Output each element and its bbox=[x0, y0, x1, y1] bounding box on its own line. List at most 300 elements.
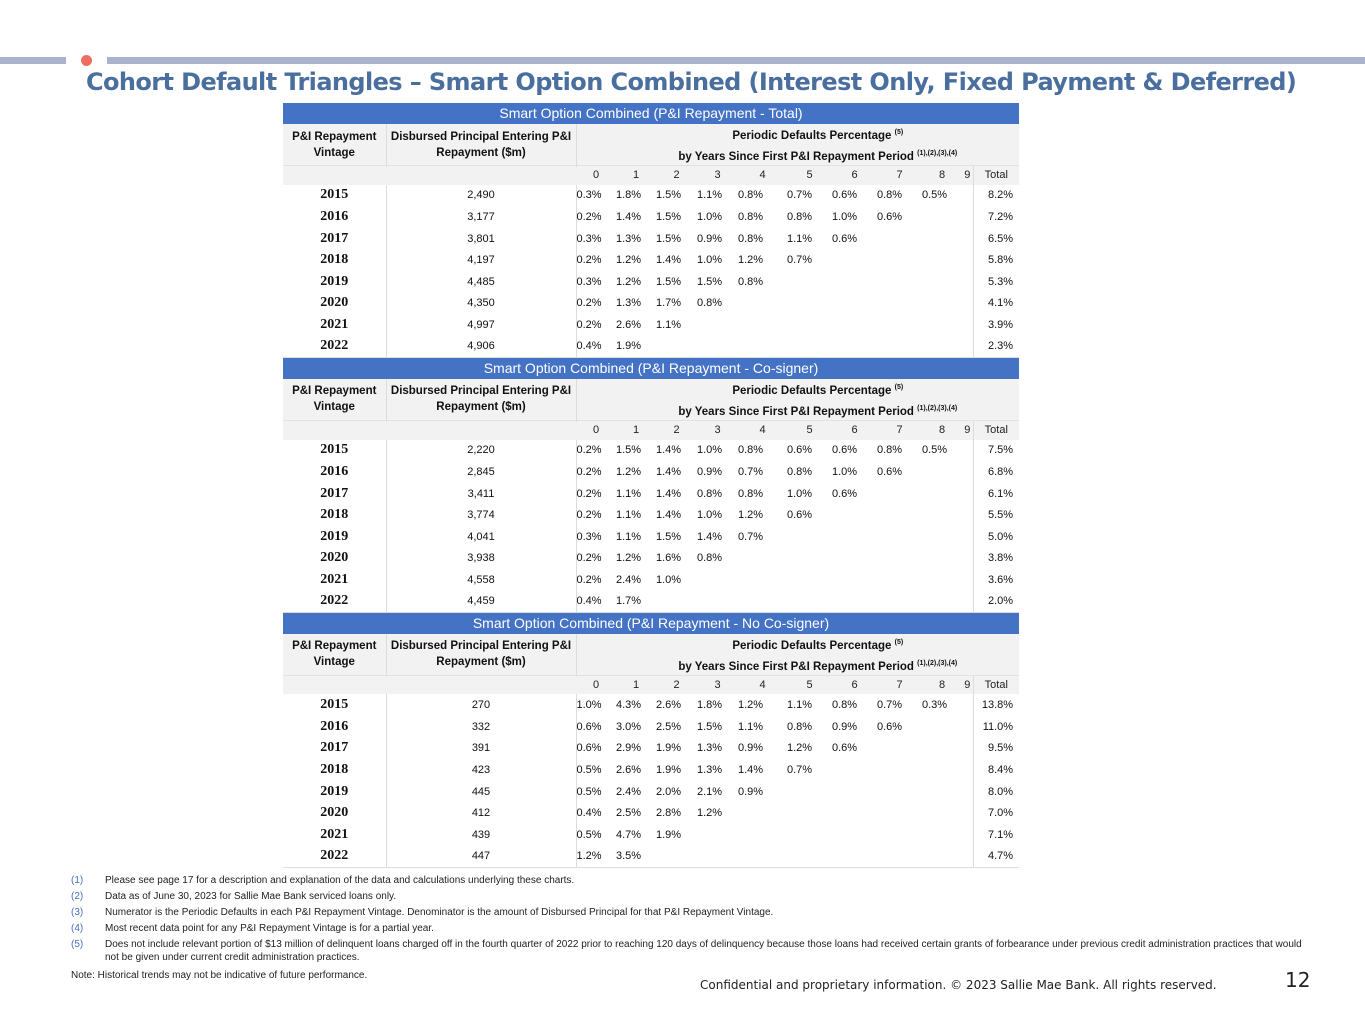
default-pct-cell: 0.2% bbox=[576, 319, 602, 332]
year-column-header: 8 bbox=[922, 421, 962, 440]
default-pct-cell bbox=[962, 548, 973, 570]
default-pct-cell: 2.5% bbox=[656, 720, 682, 733]
default-pct-cell bbox=[922, 504, 962, 526]
default-pct-cell bbox=[922, 206, 962, 228]
default-pct-cell: 2.0% bbox=[656, 785, 682, 798]
default-pct-cell: 1.3% bbox=[616, 297, 642, 310]
default-pct-cell: 0.8% bbox=[787, 720, 813, 733]
default-pct-cell: 0.2% bbox=[576, 465, 602, 478]
default-pct-cell bbox=[962, 738, 973, 760]
default-pct-cell: 1.4% bbox=[656, 465, 682, 478]
default-pct-cell: 0.8% bbox=[738, 189, 764, 202]
vintage-header-line1: P&I Repayment bbox=[292, 385, 377, 398]
default-pct-cell bbox=[832, 569, 877, 591]
vintage-header bbox=[283, 379, 386, 421]
vintage-cell: 2021 bbox=[283, 569, 386, 591]
year-column-header: 0 bbox=[576, 421, 616, 440]
footnote bbox=[71, 874, 1311, 887]
principal-cell: 4,041 bbox=[386, 526, 576, 548]
default-pct-cell: 1.5% bbox=[656, 275, 682, 288]
footnotes bbox=[71, 874, 1311, 967]
default-pct-cell: 1.7% bbox=[656, 297, 682, 310]
default-pct-cell bbox=[962, 694, 973, 716]
principal-header bbox=[386, 124, 576, 166]
default-pct-cell bbox=[877, 249, 922, 271]
principal-cell: 3,411 bbox=[386, 483, 576, 505]
total-cell: 4.1% bbox=[973, 293, 1019, 315]
default-pct-cell bbox=[787, 591, 832, 613]
table-row bbox=[283, 548, 1019, 570]
default-pct-cell: 1.1% bbox=[656, 319, 682, 332]
default-pct-cell: 0.6% bbox=[787, 509, 813, 522]
default-pct-cell bbox=[787, 846, 832, 868]
default-pct-cell: 0.8% bbox=[738, 211, 764, 224]
default-pct-cell: 0.2% bbox=[576, 254, 602, 267]
year-column-header: 1 bbox=[616, 675, 656, 694]
default-pct-cell: 0.8% bbox=[877, 444, 903, 457]
principal-cell: 2,220 bbox=[386, 440, 576, 462]
default-pct-cell bbox=[922, 548, 962, 570]
pdp-footnote-refs: (1),(2),(3),(4) bbox=[917, 149, 958, 157]
default-pct-cell: 1.2% bbox=[738, 254, 764, 267]
principal-cell: 3,938 bbox=[386, 548, 576, 570]
footnote-text: Most recent data point for any P&I Repayment Vintage is for a partial year. bbox=[105, 923, 434, 934]
default-pct-cell: 2.4% bbox=[616, 785, 642, 798]
default-pct-cell: 2.5% bbox=[616, 807, 642, 820]
default-pct-cell: 0.5% bbox=[922, 189, 948, 202]
default-pct-cell bbox=[962, 759, 973, 781]
default-pct-cell bbox=[877, 569, 922, 591]
table-row bbox=[283, 824, 1019, 846]
footnote-text: Numerator is the Periodic Defaults in each P&I Repayment Vintage. Denominator is the amount of Disbursed Principal for that P&I Repayment Vintage. bbox=[105, 907, 774, 918]
default-pct-cell bbox=[922, 738, 962, 760]
footnote bbox=[71, 906, 1311, 919]
default-pct-cell: 0.8% bbox=[738, 444, 764, 457]
default-pct-cell bbox=[832, 548, 877, 570]
table-row bbox=[283, 293, 1019, 315]
footnote-number: (2) bbox=[71, 891, 84, 902]
default-pct-cell: 0.8% bbox=[787, 211, 813, 224]
default-pct-cell: 1.2% bbox=[738, 699, 764, 712]
default-pct-cell: 0.8% bbox=[697, 487, 723, 500]
default-pct-cell bbox=[922, 461, 962, 483]
footnote-text: Data as of June 30, 2023 for Sallie Mae Bank serviced loans only. bbox=[105, 891, 397, 902]
default-pct-cell: 0.6% bbox=[832, 189, 858, 202]
default-pct-cell: 0.6% bbox=[787, 444, 813, 457]
default-pct-cell: 1.8% bbox=[616, 189, 642, 202]
default-pct-cell: 3.5% bbox=[616, 846, 656, 868]
vintage-cell: 2016 bbox=[283, 716, 386, 738]
default-pct-cell bbox=[877, 336, 922, 358]
year-column-header: 9 bbox=[962, 421, 973, 440]
default-pct-cell: 1.4% bbox=[697, 530, 723, 543]
total-cell: 8.0% bbox=[973, 781, 1019, 803]
default-pct-cell bbox=[738, 293, 787, 315]
default-pct-cell bbox=[922, 716, 962, 738]
year-column-header: 2 bbox=[656, 166, 697, 185]
default-pct-cell: 0.8% bbox=[697, 297, 723, 310]
total-cell: 3.6% bbox=[973, 569, 1019, 591]
default-pct-cell bbox=[962, 249, 973, 271]
default-pct-cell bbox=[738, 802, 787, 824]
year-column-header: 6 bbox=[832, 675, 877, 694]
default-pct-cell: 1.2% bbox=[697, 807, 723, 820]
default-pct-cell bbox=[738, 314, 787, 336]
year-column-header: 8 bbox=[922, 675, 962, 694]
default-pct-cell bbox=[697, 846, 738, 868]
vintage-cell: 2016 bbox=[283, 461, 386, 483]
year-column-header: 9 bbox=[962, 675, 973, 694]
default-pct-cell: 0.8% bbox=[787, 465, 813, 478]
table-row bbox=[283, 206, 1019, 228]
default-pct-cell bbox=[877, 314, 922, 336]
principal-header-line1: Disbursed Principal Entering P&I bbox=[390, 130, 572, 143]
year-column-header: 4 bbox=[738, 675, 787, 694]
vintage-cell: 2016 bbox=[283, 206, 386, 228]
table-row bbox=[283, 483, 1019, 505]
default-pct-cell bbox=[922, 314, 962, 336]
default-pct-cell: 1.4% bbox=[656, 487, 682, 500]
default-pct-cell bbox=[832, 293, 877, 315]
total-cell: 7.0% bbox=[973, 802, 1019, 824]
default-pct-cell bbox=[922, 336, 962, 358]
table-row bbox=[283, 504, 1019, 526]
default-pct-cell: 0.4% bbox=[576, 336, 616, 358]
default-pct-cell bbox=[697, 569, 738, 591]
default-pct-cell: 0.4% bbox=[576, 807, 602, 820]
default-pct-cell bbox=[922, 271, 962, 293]
default-pct-cell: 1.5% bbox=[697, 275, 723, 288]
default-pct-cell bbox=[787, 314, 832, 336]
footnote-number: (5) bbox=[71, 939, 84, 950]
default-pct-cell: 0.8% bbox=[832, 699, 858, 712]
default-pct-cell: 1.2% bbox=[616, 465, 642, 478]
default-pct-cell: 1.0% bbox=[832, 211, 858, 224]
default-pct-cell bbox=[877, 802, 922, 824]
default-pct-cell bbox=[832, 781, 877, 803]
vintage-cell: 2017 bbox=[283, 228, 386, 250]
default-pct-cell bbox=[962, 228, 973, 250]
year-column-header: 6 bbox=[832, 166, 877, 185]
total-cell: 5.3% bbox=[973, 271, 1019, 293]
table-row bbox=[283, 336, 1019, 358]
default-pct-cell: 1.1% bbox=[616, 487, 642, 500]
default-pct-cell bbox=[832, 271, 877, 293]
default-pct-cell: 0.5% bbox=[922, 444, 948, 457]
table-row bbox=[283, 591, 1019, 613]
year-column-header: 2 bbox=[656, 675, 697, 694]
section-title: Smart Option Combined (P&I Repayment - Co-signer) bbox=[283, 358, 1019, 379]
default-pct-cell: 1.3% bbox=[697, 742, 723, 755]
total-cell: 5.8% bbox=[973, 249, 1019, 271]
default-pct-cell: 1.9% bbox=[656, 828, 682, 841]
default-pct-cell: 0.6% bbox=[832, 444, 858, 457]
table-row bbox=[283, 802, 1019, 824]
default-pct-cell: 1.1% bbox=[738, 720, 764, 733]
principal-cell: 4,459 bbox=[386, 591, 576, 613]
footnote bbox=[71, 938, 1311, 964]
default-pct-cell: 1.2% bbox=[576, 846, 616, 868]
default-pct-cell bbox=[697, 314, 738, 336]
default-pct-cell bbox=[962, 781, 973, 803]
total-cell: 6.1% bbox=[973, 483, 1019, 505]
vintage-cell: 2019 bbox=[283, 271, 386, 293]
default-pct-cell bbox=[832, 526, 877, 548]
default-pct-cell: 0.7% bbox=[787, 764, 813, 777]
default-pct-cell: 0.9% bbox=[697, 465, 723, 478]
total-cell: 7.1% bbox=[973, 824, 1019, 846]
year-column-header: 5 bbox=[787, 421, 832, 440]
default-pct-cell bbox=[877, 759, 922, 781]
table-row bbox=[283, 271, 1019, 293]
vintage-cell: 2020 bbox=[283, 293, 386, 315]
principal-cell: 332 bbox=[386, 716, 576, 738]
default-pct-cell bbox=[697, 824, 738, 846]
default-pct-cell: 1.4% bbox=[656, 509, 682, 522]
default-pct-cell: 1.7% bbox=[616, 591, 656, 613]
page-number: 12 bbox=[1285, 968, 1311, 992]
default-pct-cell: 1.0% bbox=[697, 254, 723, 267]
vintage-header-line1: P&I Repayment bbox=[292, 640, 377, 653]
default-pct-cell: 0.2% bbox=[576, 444, 602, 457]
vintage-cell: 2015 bbox=[283, 440, 386, 462]
historical-note: Note: Historical trends may not be indicative of future performance. bbox=[71, 970, 368, 981]
default-pct-cell bbox=[962, 504, 973, 526]
default-pct-cell bbox=[832, 824, 877, 846]
vintage-header-line2: Vintage bbox=[313, 401, 355, 414]
default-table-section bbox=[283, 103, 1019, 358]
table-row bbox=[283, 759, 1019, 781]
vintage-header bbox=[283, 634, 386, 676]
footnote-number: (1) bbox=[71, 875, 84, 886]
default-pct-cell bbox=[962, 314, 973, 336]
default-pct-cell: 0.8% bbox=[877, 189, 903, 202]
pdp-header-line1: Periodic Defaults Percentage bbox=[732, 129, 892, 142]
default-pct-cell: 0.3% bbox=[576, 232, 602, 245]
total-cell: 3.8% bbox=[973, 548, 1019, 570]
default-pct-cell bbox=[922, 846, 962, 868]
default-pct-cell: 1.3% bbox=[697, 764, 723, 777]
default-pct-cell: 1.9% bbox=[656, 764, 682, 777]
default-pct-cell: 0.7% bbox=[877, 699, 903, 712]
principal-header-line1: Disbursed Principal Entering P&I bbox=[390, 640, 572, 653]
principal-header-line2: Repayment ($m) bbox=[436, 401, 526, 414]
footnote-text: Does not include relevant portion of $13 million of delinquent loans charged off in the fourth quarter of 2022 prior to reaching 120 days of delinquency because those loans had received certain grants of forbearance under previous credit administration practices that would not be given under current credit administration practices. bbox=[105, 939, 1302, 963]
year-column-header: 1 bbox=[616, 421, 656, 440]
pdp-footnote-ref: (5) bbox=[894, 638, 904, 646]
total-cell: 5.0% bbox=[973, 526, 1019, 548]
default-pct-cell bbox=[787, 781, 832, 803]
principal-cell: 2,490 bbox=[386, 185, 576, 207]
default-pct-cell: 0.7% bbox=[738, 530, 764, 543]
default-pct-cell bbox=[787, 293, 832, 315]
vintage-header-line1: P&I Repayment bbox=[292, 130, 377, 143]
default-pct-cell: 0.2% bbox=[576, 552, 602, 565]
vintage-cell: 2019 bbox=[283, 781, 386, 803]
year-column-header: 4 bbox=[738, 166, 787, 185]
total-cell: 2.3% bbox=[973, 336, 1019, 358]
default-pct-cell: 1.1% bbox=[787, 232, 813, 245]
principal-cell: 3,801 bbox=[386, 228, 576, 250]
default-pct-cell: 0.2% bbox=[576, 573, 602, 586]
default-pct-cell: 1.4% bbox=[656, 254, 682, 267]
principal-header bbox=[386, 379, 576, 421]
default-pct-cell bbox=[877, 293, 922, 315]
vintage-cell: 2021 bbox=[283, 314, 386, 336]
default-pct-cell: 0.2% bbox=[576, 297, 602, 310]
default-pct-cell: 1.1% bbox=[616, 530, 642, 543]
default-pct-cell bbox=[922, 249, 962, 271]
periodic-defaults-header bbox=[576, 634, 1019, 676]
default-pct-cell bbox=[962, 802, 973, 824]
table-row bbox=[283, 716, 1019, 738]
vintage-cell: 2020 bbox=[283, 802, 386, 824]
default-pct-cell bbox=[877, 504, 922, 526]
header-rule-right bbox=[107, 57, 1365, 64]
header-dot bbox=[81, 55, 92, 66]
principal-cell: 2,845 bbox=[386, 461, 576, 483]
default-pct-cell bbox=[877, 228, 922, 250]
default-pct-cell: 2.6% bbox=[616, 319, 642, 332]
default-pct-cell: 2.4% bbox=[616, 573, 642, 586]
default-pct-cell: 0.6% bbox=[832, 742, 858, 755]
default-pct-cell bbox=[832, 336, 877, 358]
default-pct-cell: 2.9% bbox=[616, 742, 642, 755]
principal-cell: 412 bbox=[386, 802, 576, 824]
confidential-notice: Confidential and proprietary information. © 2023 Sallie Mae Bank. All rights reserved. bbox=[700, 978, 1217, 992]
total-cell: 7.5% bbox=[973, 440, 1019, 462]
default-table-section bbox=[283, 358, 1019, 613]
pdp-header-line2: by Years Since First P&I Repayment Period bbox=[678, 150, 914, 163]
default-pct-cell bbox=[962, 824, 973, 846]
default-pct-cell: 2.1% bbox=[697, 785, 723, 798]
default-pct-cell bbox=[962, 185, 973, 207]
default-pct-cell bbox=[787, 526, 832, 548]
default-pct-cell: 0.9% bbox=[832, 720, 858, 733]
default-pct-cell bbox=[832, 249, 877, 271]
table-row bbox=[283, 185, 1019, 207]
default-pct-cell bbox=[877, 738, 922, 760]
default-pct-cell: 1.5% bbox=[656, 189, 682, 202]
vintage-cell: 2015 bbox=[283, 185, 386, 207]
pdp-header-line2: by Years Since First P&I Repayment Period bbox=[678, 405, 914, 418]
default-pct-cell: 0.3% bbox=[576, 530, 602, 543]
default-pct-cell: 1.5% bbox=[656, 211, 682, 224]
default-pct-cell bbox=[738, 336, 787, 358]
default-pct-cell: 1.0% bbox=[697, 211, 723, 224]
default-pct-cell bbox=[738, 548, 787, 570]
table-row bbox=[283, 569, 1019, 591]
default-pct-cell: 0.6% bbox=[832, 232, 858, 245]
table-row bbox=[283, 526, 1019, 548]
default-pct-cell: 0.8% bbox=[738, 275, 764, 288]
pdp-footnote-ref: (5) bbox=[894, 383, 904, 391]
default-pct-cell bbox=[832, 504, 877, 526]
year-column-header: Total bbox=[973, 421, 1019, 440]
default-pct-cell bbox=[877, 483, 922, 505]
vintage-cell: 2018 bbox=[283, 759, 386, 781]
year-column-header: Total bbox=[973, 675, 1019, 694]
default-pct-cell: 2.6% bbox=[616, 764, 642, 777]
default-pct-cell: 1.2% bbox=[616, 254, 642, 267]
total-cell: 6.5% bbox=[973, 228, 1019, 250]
default-pct-cell bbox=[787, 824, 832, 846]
table-row bbox=[283, 228, 1019, 250]
default-pct-cell bbox=[697, 591, 738, 613]
vintage-cell: 2021 bbox=[283, 824, 386, 846]
header-rule-left bbox=[0, 57, 66, 64]
default-pct-cell bbox=[922, 591, 962, 613]
default-pct-cell: 4.7% bbox=[616, 828, 642, 841]
year-column-header: 3 bbox=[697, 675, 738, 694]
default-pct-cell: 0.3% bbox=[922, 699, 948, 712]
default-pct-cell bbox=[697, 336, 738, 358]
default-triangle-table bbox=[283, 124, 1019, 358]
default-pct-cell: 0.6% bbox=[877, 211, 903, 224]
default-pct-cell: 0.6% bbox=[832, 487, 858, 500]
year-column-header: 4 bbox=[738, 421, 787, 440]
default-pct-cell: 1.0% bbox=[697, 509, 723, 522]
default-pct-cell: 1.2% bbox=[787, 742, 813, 755]
default-pct-cell: 0.9% bbox=[738, 742, 764, 755]
default-pct-cell: 1.2% bbox=[616, 275, 642, 288]
default-pct-cell: 1.1% bbox=[616, 509, 642, 522]
principal-cell: 4,558 bbox=[386, 569, 576, 591]
default-pct-cell bbox=[962, 526, 973, 548]
default-pct-cell bbox=[832, 314, 877, 336]
default-pct-cell bbox=[738, 569, 787, 591]
default-pct-cell bbox=[922, 824, 962, 846]
default-pct-cell bbox=[922, 569, 962, 591]
pdp-footnote-ref: (5) bbox=[894, 129, 904, 136]
default-pct-cell: 1.0% bbox=[832, 465, 858, 478]
default-pct-cell: 0.6% bbox=[877, 720, 903, 733]
pdp-footnote-refs: (1),(2),(3),(4) bbox=[917, 659, 958, 667]
default-pct-cell bbox=[922, 293, 962, 315]
default-pct-cell bbox=[922, 759, 962, 781]
default-pct-cell: 1.0% bbox=[576, 699, 602, 712]
principal-header-line2: Repayment ($m) bbox=[436, 146, 526, 159]
default-pct-cell bbox=[962, 591, 973, 613]
default-pct-cell bbox=[738, 591, 787, 613]
default-pct-cell bbox=[962, 483, 973, 505]
default-pct-cell: 1.5% bbox=[656, 232, 682, 245]
default-pct-cell: 0.8% bbox=[697, 552, 723, 565]
default-pct-cell bbox=[877, 526, 922, 548]
year-column-header: Total bbox=[973, 166, 1019, 185]
default-pct-cell: 0.3% bbox=[576, 275, 602, 288]
vintage-cell: 2017 bbox=[283, 483, 386, 505]
default-pct-cell: 1.9% bbox=[616, 336, 656, 358]
default-pct-cell: 0.7% bbox=[738, 465, 764, 478]
default-pct-cell bbox=[962, 271, 973, 293]
default-pct-cell bbox=[832, 802, 877, 824]
default-pct-cell bbox=[962, 461, 973, 483]
footnote-number: (3) bbox=[71, 907, 84, 918]
principal-cell: 439 bbox=[386, 824, 576, 846]
year-column-header: 7 bbox=[877, 421, 922, 440]
default-pct-cell bbox=[738, 846, 787, 868]
year-column-header: 5 bbox=[787, 166, 832, 185]
default-pct-cell: 1.5% bbox=[697, 720, 723, 733]
year-column-header: 2 bbox=[656, 421, 697, 440]
vintage-header bbox=[283, 124, 386, 166]
table-row bbox=[283, 781, 1019, 803]
default-pct-cell bbox=[962, 336, 973, 358]
year-column-header: 7 bbox=[877, 166, 922, 185]
principal-cell: 4,350 bbox=[386, 293, 576, 315]
total-cell: 11.0% bbox=[973, 716, 1019, 738]
